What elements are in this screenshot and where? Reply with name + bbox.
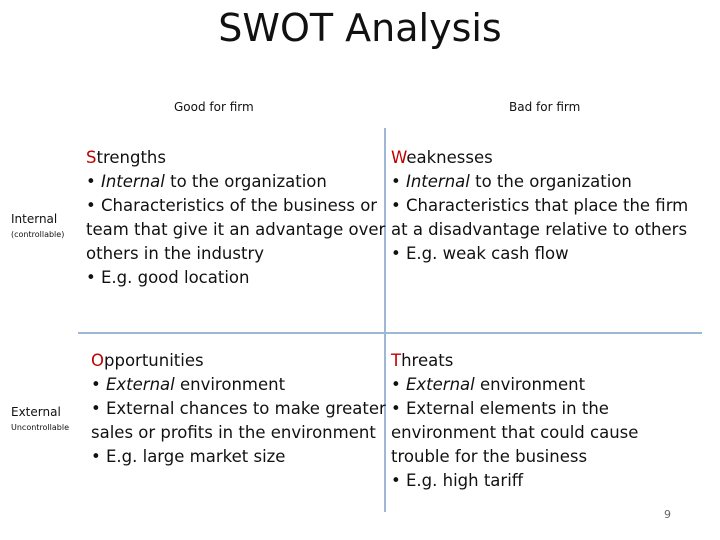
column-header-bad: Bad for firm bbox=[509, 100, 581, 114]
bullet-rest: environment bbox=[174, 375, 286, 394]
bullet-prefix: • bbox=[86, 172, 101, 191]
bullet-rest: to the organization bbox=[164, 172, 327, 191]
quadrant-strengths bbox=[86, 146, 385, 290]
quadrant-threats bbox=[391, 349, 638, 493]
bullet-prefix: • bbox=[91, 375, 106, 394]
text-line: at a disadvantage relative to others bbox=[391, 220, 688, 239]
bullet-emphasis: External bbox=[405, 375, 475, 394]
title-rest: trengths bbox=[96, 148, 166, 167]
bullet-line bbox=[391, 170, 688, 194]
row-header-external-label: External bbox=[11, 405, 61, 419]
text-line: • Characteristics that place the firm bbox=[391, 196, 689, 215]
text-line: sales or profits in the environment bbox=[91, 423, 376, 442]
text-line: • E.g. high tariff bbox=[391, 471, 524, 490]
quadrant-title bbox=[391, 146, 688, 170]
bullet-rest: environment bbox=[474, 375, 586, 394]
bullet-line bbox=[391, 373, 638, 397]
title-rest: pportunities bbox=[104, 351, 204, 370]
bullet-emphasis: Internal bbox=[100, 172, 165, 191]
horizontal-divider bbox=[78, 332, 702, 334]
title-initial: T bbox=[391, 351, 402, 370]
text-line: • E.g. weak cash flow bbox=[391, 244, 569, 263]
text-line: • Characteristics of the business or bbox=[86, 196, 378, 215]
text-line: • External elements in the bbox=[391, 399, 609, 418]
row-header-internal-label: Internal bbox=[11, 212, 58, 226]
text-line: team that give it an advantage over bbox=[86, 220, 386, 239]
text-line: environment that could cause bbox=[391, 423, 639, 442]
title-initial: S bbox=[86, 148, 97, 167]
bullet-line bbox=[91, 373, 386, 397]
text-line: trouble for the business bbox=[391, 447, 588, 466]
column-header-good: Good for firm bbox=[174, 100, 254, 114]
title-initial: W bbox=[391, 148, 407, 167]
row-header-internal-sub: (controllable) bbox=[11, 230, 65, 239]
bullet-prefix: • bbox=[391, 172, 406, 191]
page-number: 9 bbox=[664, 508, 671, 521]
quadrant-weaknesses bbox=[391, 146, 688, 266]
title-rest: eaknesses bbox=[406, 148, 493, 167]
quadrant-title bbox=[86, 146, 385, 170]
row-header-external-sub: Uncontrollable bbox=[11, 423, 70, 432]
title-rest: hreats bbox=[401, 351, 454, 370]
slide-title: SWOT Analysis bbox=[218, 6, 502, 50]
row-header-external bbox=[11, 405, 69, 432]
text-line: others in the industry bbox=[86, 244, 264, 263]
text-line: • External chances to make greater bbox=[91, 399, 386, 418]
text-line: • E.g. good location bbox=[86, 268, 250, 287]
bullet-rest: to the organization bbox=[469, 172, 632, 191]
row-header-internal bbox=[11, 212, 64, 239]
quadrant-title bbox=[91, 349, 386, 373]
text-line: • E.g. large market size bbox=[91, 447, 286, 466]
quadrant-title bbox=[391, 349, 638, 373]
bullet-emphasis: External bbox=[105, 375, 175, 394]
bullet-line bbox=[86, 170, 385, 194]
bullet-emphasis: Internal bbox=[405, 172, 470, 191]
quadrant-opportunities bbox=[91, 349, 386, 469]
title-initial: O bbox=[91, 351, 104, 370]
bullet-prefix: • bbox=[391, 375, 406, 394]
